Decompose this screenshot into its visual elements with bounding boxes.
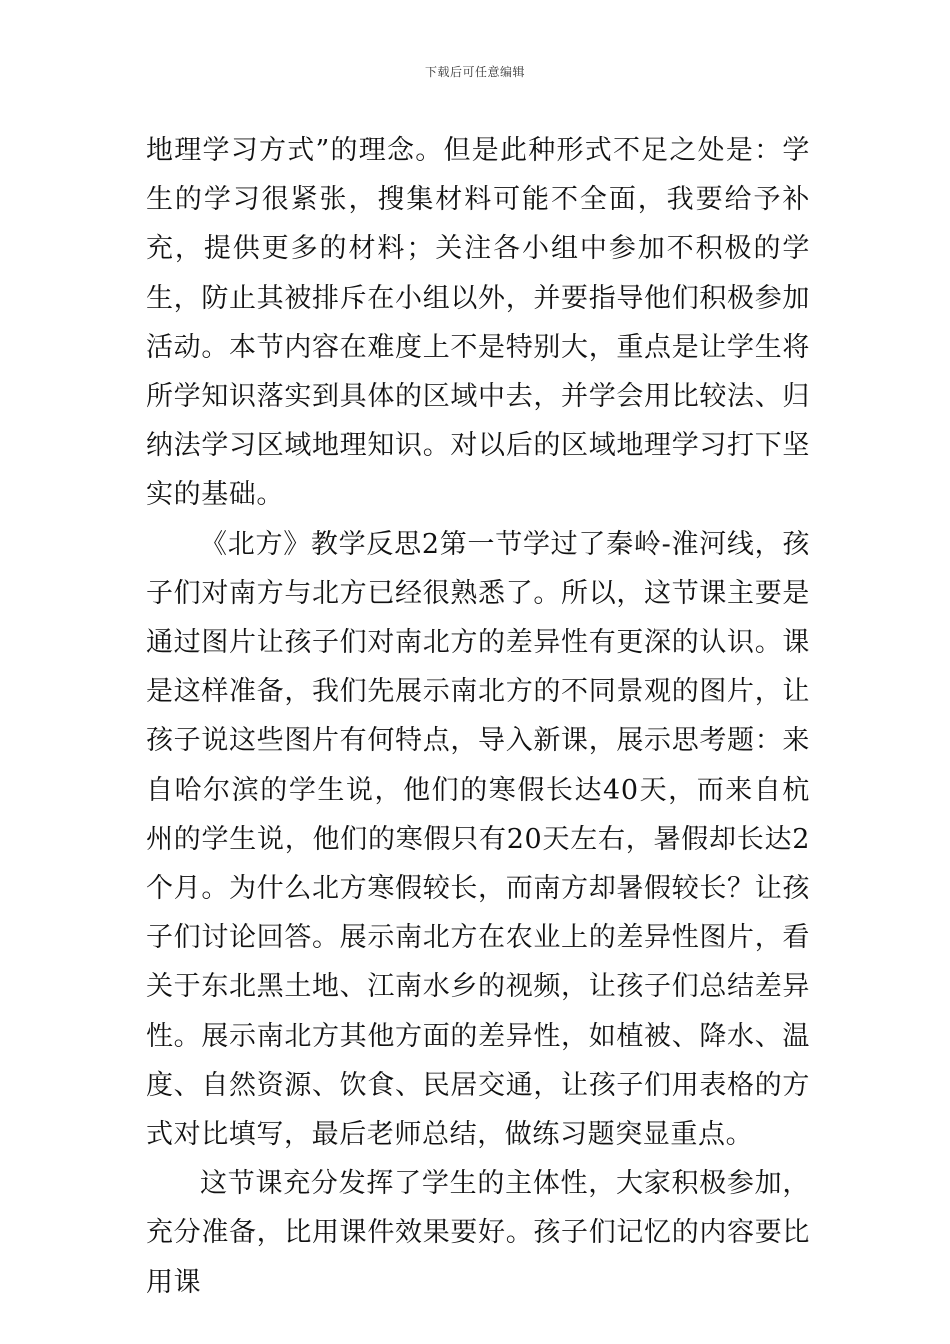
paragraph: 地理学习方式”的理念。但是此种形式不足之处是：学生的学习很紧张，搜集材料可能不全面，我要给予补充，提供更多的材料；关注各小组中参加不积极的学生，防止其被排斥在小组以外，并要指导他们积极参加活动。本节内容在难度上不是特别大，重点是让学生将所学知识落实到具体的区域中去，并学会用比较法、归纳法学习区域地理知识。对以后的区域地理学习打下坚实的基础。: [146, 135, 810, 511]
body-text: [146, 126, 810, 1307]
page-header: 下载后可任意编辑: [424, 65, 525, 79]
paragraph: 《北方》教学反思2第一节学过了秦岭-淮河线，孩子们对南方与北方已经很熟悉了。所以，这节课主要是通过图片让孩子们对南北方的差异性有更深的认识。课是这样准备，我们先展示南北方的不同景观的图片，让孩子说这些图片有何特点，导入新课，展示思考题：来自哈尔滨的学生说，他们的寒假长达40天，而来自杭州的学生说，他们的寒假只有20天左右，暑假却长达2个月。为什么北方寒假较长，而南方却暑假较长？让孩子们讨论回答。展示南北方在农业上的差异性图片，看关于东北黑土地、江南水乡的视频，让孩子们总结差异性。展示南北方其他方面的差异性，如植被、降水、温度、自然资源、饮食、民居交通，让孩子们用表格的方式对比填写，最后老师总结，做练习题突显重点。: [146, 528, 810, 1151]
paragraph: 这节课充分发挥了学生的主体性，大家积极参加，充分准备，比用课件效果要好。孩子们记忆的内容要比用课: [146, 1168, 810, 1298]
